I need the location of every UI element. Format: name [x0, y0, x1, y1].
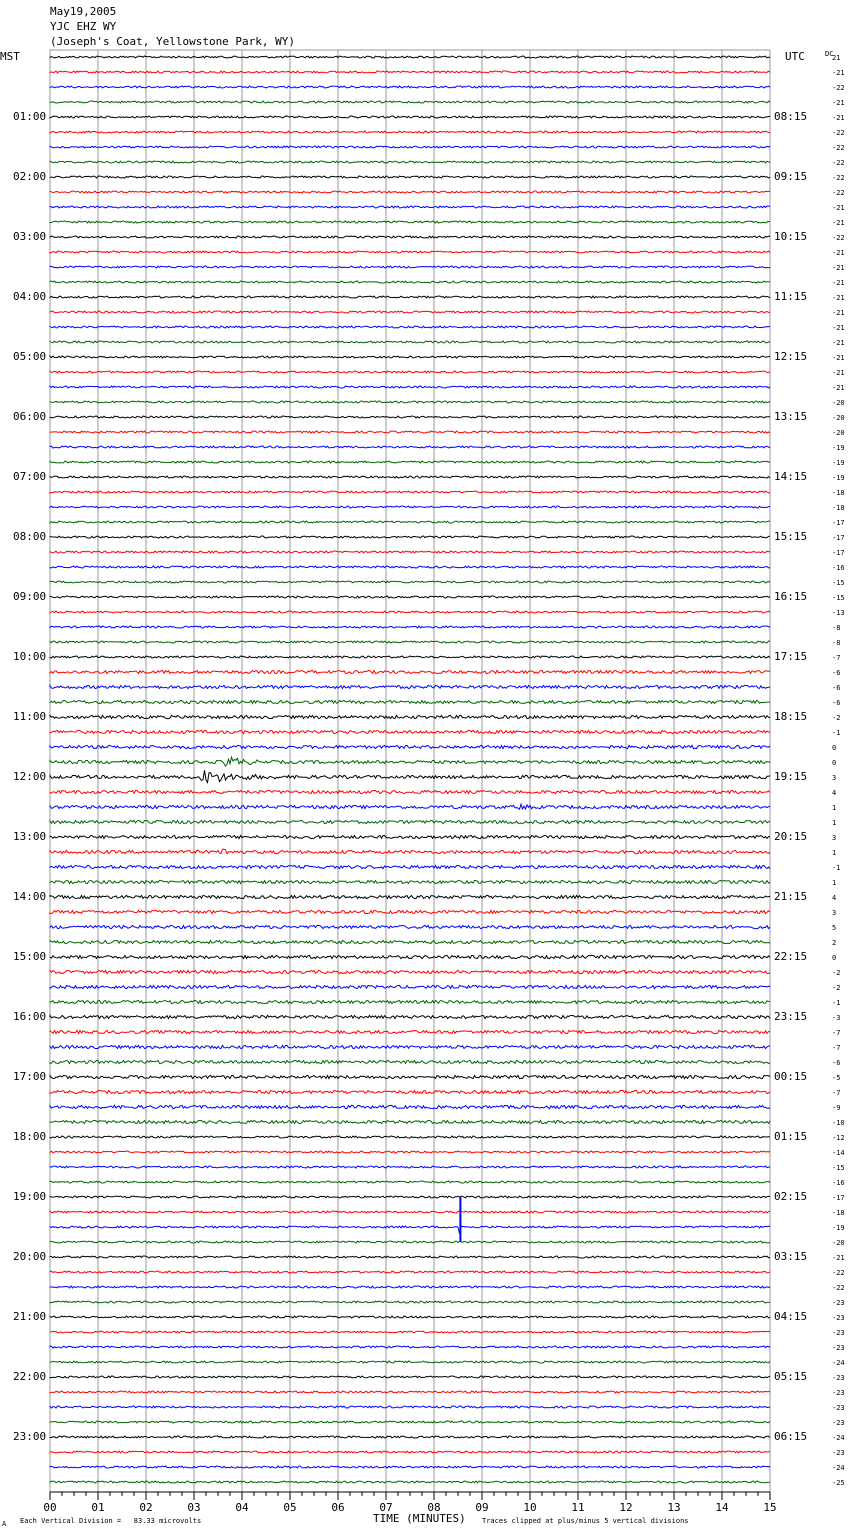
x-tick-label: 06	[331, 1501, 345, 1514]
utc-hour-label: 02:15	[774, 1190, 808, 1203]
trace-line	[50, 955, 770, 958]
trace-line	[50, 611, 770, 613]
trace-line	[50, 521, 770, 523]
x-tick-label: 10	[523, 1501, 537, 1514]
mst-hour-label: 04:00	[13, 290, 47, 303]
trace-line	[50, 626, 770, 628]
mst-label: MST	[0, 50, 20, 63]
dc-offset-label: -7	[832, 1089, 841, 1097]
trace-line	[50, 656, 770, 658]
dc-offset-label: -17	[832, 534, 845, 542]
utc-hour-label: 06:15	[774, 1430, 808, 1443]
trace-line	[50, 401, 770, 403]
utc-hour-label: 16:15	[774, 590, 808, 603]
trace-line	[50, 804, 770, 809]
mst-hour-label: 10:00	[13, 650, 47, 663]
dc-offset-label: -21	[832, 204, 845, 212]
dc-offset-label: -17	[832, 1194, 845, 1202]
dc-offset-label: -21	[832, 99, 845, 107]
trace-line	[50, 236, 770, 238]
trace-line	[50, 491, 770, 493]
mst-hour-label: 16:00	[13, 1010, 47, 1023]
dc-offset-label: -23	[832, 1299, 845, 1307]
trace-line	[50, 221, 770, 223]
dc-offset-label: -21	[832, 249, 845, 257]
mst-hour-label: 11:00	[13, 710, 47, 723]
mst-hour-label: 15:00	[13, 950, 47, 963]
dc-offset-label: -6	[832, 684, 841, 692]
dc-offset-label: -9	[832, 1104, 841, 1112]
dc-offset-label: -22	[832, 189, 845, 197]
utc-hour-label: 05:15	[774, 1370, 808, 1383]
utc-hour-label: 21:15	[774, 890, 808, 903]
trace-line	[50, 910, 770, 913]
dc-offset-label: -23	[832, 1419, 845, 1427]
mst-hour-label: 19:00	[13, 1190, 47, 1203]
trace-line	[50, 446, 770, 448]
trace-line	[50, 131, 770, 133]
dc-offset-label: 0	[832, 954, 837, 962]
trace-line	[50, 296, 770, 298]
dc-offset-label: -21	[832, 294, 845, 302]
trace-line	[50, 940, 770, 943]
dc-offset-label: -23	[832, 1374, 845, 1382]
dc-offset-label: -22	[832, 1269, 845, 1277]
trace-line	[50, 191, 770, 193]
scale-note: Each Vertical Division = 83.33 microvolts	[20, 1517, 202, 1525]
trace-line	[50, 206, 770, 208]
dc-offset-label: -21	[832, 384, 845, 392]
utc-hour-label: 12:15	[774, 350, 808, 363]
trace-line	[50, 1286, 770, 1288]
trace-line	[50, 581, 770, 583]
dc-offset-label: -22	[832, 159, 845, 167]
dc-offset-label: -22	[832, 174, 845, 182]
trace-line	[50, 281, 770, 283]
mst-hour-label: 13:00	[13, 830, 47, 843]
trace-line	[50, 1030, 770, 1033]
utc-hour-label: 17:15	[774, 650, 808, 663]
trace-line	[50, 790, 770, 793]
dc-offset-label: 5	[832, 924, 837, 932]
dc-offset-label: -20	[832, 1239, 845, 1247]
trace-line	[50, 251, 770, 253]
trace-line	[50, 1301, 770, 1303]
utc-hour-label: 18:15	[774, 710, 808, 723]
dc-offset-label: -22	[832, 84, 845, 92]
dc-offset-label: -8	[832, 639, 841, 647]
dc-offset-label: -24	[832, 1464, 845, 1472]
trace-line	[50, 880, 770, 883]
trace-line	[50, 1120, 770, 1123]
dc-offset-label: 21	[832, 54, 841, 62]
trace-line	[50, 1316, 770, 1318]
x-tick-label: 01	[91, 1501, 105, 1514]
x-tick-label: 09	[475, 1501, 489, 1514]
trace-line	[50, 849, 770, 854]
trace-line	[50, 1376, 770, 1378]
mst-hour-label: 21:00	[13, 1310, 47, 1323]
dc-offset-label: -10	[832, 1119, 845, 1127]
dc-offset-label: 0	[832, 744, 837, 752]
clip-note: Traces clipped at plus/minus 5 vertical divisions	[482, 1517, 689, 1525]
dc-offset-label: -19	[832, 444, 845, 452]
trace-line	[50, 1361, 770, 1363]
trace-line	[50, 266, 770, 268]
dc-offset-label: -2	[832, 984, 841, 992]
dc-offset-label: -22	[832, 144, 845, 152]
trace-line	[50, 1481, 770, 1483]
dc-offset-label: -23	[832, 1314, 845, 1322]
trace-line	[50, 700, 770, 703]
x-tick-label: 15	[763, 1501, 777, 1514]
mst-hour-label: 23:00	[13, 1430, 47, 1443]
dc-offset-label: -19	[832, 1224, 845, 1232]
mst-hour-label: 05:00	[13, 350, 47, 363]
dc-offset-label: -21	[832, 264, 845, 272]
dc-offset-label: 4	[832, 894, 837, 902]
trace-line	[50, 1000, 770, 1003]
x-tick-label: 12	[619, 1501, 633, 1514]
dc-offset-label: -1	[832, 729, 841, 737]
mst-hour-label: 14:00	[13, 890, 47, 903]
dc-offset-label: -21	[832, 324, 845, 332]
utc-hour-label: 19:15	[774, 770, 808, 783]
dc-offset-label: -6	[832, 699, 841, 707]
mst-hour-label: 17:00	[13, 1070, 47, 1083]
trace-line	[50, 925, 770, 928]
trace-line	[50, 1181, 770, 1183]
trace-line	[50, 1331, 770, 1333]
trace-group	[50, 56, 770, 1483]
dc-offset-label: -23	[832, 1329, 845, 1337]
dc-offset-label: -18	[832, 1209, 845, 1217]
dc-offset-label: -3	[832, 1014, 841, 1022]
dc-offset-label: 1	[832, 804, 837, 812]
trace-line	[50, 341, 770, 343]
trace-line	[50, 1211, 770, 1213]
dc-offset-label: -23	[832, 1449, 845, 1457]
station-location: (Joseph's Coat, Yellowstone Park, WY)	[50, 35, 296, 48]
dc-offset-label: 3	[832, 774, 837, 782]
trace-line	[50, 641, 770, 643]
trace-line	[50, 1451, 770, 1453]
mst-hour-label: 18:00	[13, 1130, 47, 1143]
utc-hour-label: 00:15	[774, 1070, 808, 1083]
dc-offset-label: -14	[832, 1149, 845, 1157]
trace-line	[50, 1406, 770, 1408]
trace-line	[50, 1090, 770, 1093]
trace-line	[50, 476, 770, 478]
utc-hour-label: 11:15	[774, 290, 808, 303]
trace-line	[50, 566, 770, 568]
dc-label: DC	[825, 50, 834, 58]
dc-offset-label: -20	[832, 414, 845, 422]
dc-offset-label: -21	[832, 1254, 845, 1262]
trace-line	[50, 1015, 770, 1018]
dc-offset-label: -20	[832, 429, 845, 437]
dc-offset-label: -22	[832, 129, 845, 137]
trace-line	[50, 146, 770, 148]
trace-line	[50, 1151, 770, 1153]
dc-offset-label: -8	[832, 624, 841, 632]
mst-hour-label: 08:00	[13, 530, 47, 543]
trace-line	[50, 970, 770, 973]
dc-offset-label: -21	[832, 219, 845, 227]
record-date: May19,2005	[50, 5, 117, 18]
trace-line	[50, 685, 770, 688]
trace-line	[50, 506, 770, 508]
dc-offset-label: -16	[832, 1179, 845, 1187]
trace-line	[50, 820, 770, 823]
mst-hour-label: 20:00	[13, 1250, 47, 1263]
dc-offset-label: -2	[832, 969, 841, 977]
mst-hour-label: 01:00	[13, 110, 47, 123]
trace-line	[50, 670, 770, 673]
dc-offset-label: -25	[832, 1479, 845, 1487]
dc-offset-label: -21	[832, 354, 845, 362]
utc-hour-label: 20:15	[774, 830, 808, 843]
dc-offset-label: 0	[832, 759, 837, 767]
dc-offset-label: -21	[832, 309, 845, 317]
utc-label: UTC	[785, 50, 805, 63]
trace-line	[50, 536, 770, 538]
dc-offset-label: -15	[832, 1164, 845, 1172]
trace-line	[50, 985, 770, 988]
utc-hour-label: 03:15	[774, 1250, 808, 1263]
dc-offset-label: -6	[832, 669, 841, 677]
utc-hour-label: 14:15	[774, 470, 808, 483]
trace-line	[50, 56, 770, 58]
dc-offset-label: -22	[832, 1284, 845, 1292]
x-tick-label: 03	[187, 1501, 201, 1514]
trace-line	[50, 356, 770, 358]
trace-line	[50, 1346, 770, 1348]
dc-offset-label: 3	[832, 909, 837, 917]
trace-line	[50, 1166, 770, 1168]
trace-line	[50, 835, 770, 838]
dc-offset-label: -19	[832, 474, 845, 482]
trace-line	[50, 416, 770, 418]
utc-hour-label: 09:15	[774, 170, 808, 183]
dc-offset-label: -21	[832, 279, 845, 287]
x-tick-label: 05	[283, 1501, 297, 1514]
trace-line	[50, 86, 770, 88]
trace-line	[50, 116, 770, 118]
utc-hour-label: 13:15	[774, 410, 808, 423]
trace-line	[50, 1391, 770, 1393]
dc-offset-label: -18	[832, 504, 845, 512]
trace-line	[50, 1060, 770, 1063]
x-tick-label: 00	[43, 1501, 57, 1514]
dc-offset-label: -23	[832, 1389, 845, 1397]
trace-line	[50, 1226, 770, 1234]
dc-offset-label: -20	[832, 399, 845, 407]
trace-line	[50, 311, 770, 313]
trace-line	[50, 176, 770, 178]
dc-offset-label: 4	[832, 789, 837, 797]
trace-line	[50, 1421, 770, 1423]
trace-line	[50, 101, 770, 103]
x-tick-label: 04	[235, 1501, 249, 1514]
dc-offset-label: -17	[832, 549, 845, 557]
mst-hour-label: 06:00	[13, 410, 47, 423]
dc-offset-label: -24	[832, 1434, 845, 1442]
dc-offset-label: -18	[832, 489, 845, 497]
dc-offset-label: 1	[832, 819, 837, 827]
trace-line	[50, 1136, 770, 1138]
trace-line	[50, 326, 770, 328]
footer-marker: A	[2, 1520, 7, 1528]
trace-line	[50, 596, 770, 598]
dc-offset-label: -24	[832, 1359, 845, 1367]
dc-offset-label: -21	[832, 69, 845, 77]
trace-line	[50, 461, 770, 463]
trace-line	[50, 1256, 770, 1258]
dc-offset-label: -21	[832, 114, 845, 122]
dc-offset-label: 3	[832, 834, 837, 842]
utc-hour-label: 10:15	[774, 230, 808, 243]
dc-offset-label: -19	[832, 459, 845, 467]
dc-offset-label: -12	[832, 1134, 845, 1142]
station-code: YJC EHZ WY	[50, 20, 117, 33]
dc-offset-label: -7	[832, 1044, 841, 1052]
trace-line	[50, 730, 770, 733]
utc-hour-label: 04:15	[774, 1310, 808, 1323]
trace-line	[50, 1466, 770, 1468]
trace-line	[50, 1105, 770, 1108]
trace-line	[50, 1436, 770, 1438]
dc-offset-label: -1	[832, 864, 841, 872]
mst-hour-label: 02:00	[13, 170, 47, 183]
dc-offset-label: 1	[832, 879, 837, 887]
dc-offset-label: -17	[832, 519, 845, 527]
dc-offset-label: -15	[832, 579, 845, 587]
utc-hour-label: 22:15	[774, 950, 808, 963]
mst-hour-label: 12:00	[13, 770, 47, 783]
dc-offset-label: -21	[832, 369, 845, 377]
trace-line	[50, 1196, 770, 1198]
trace-line	[50, 1271, 770, 1273]
x-tick-label: 14	[715, 1501, 729, 1514]
dc-offset-label: 1	[832, 849, 837, 857]
mst-hour-label: 03:00	[13, 230, 47, 243]
dc-offset-label: -22	[832, 234, 845, 242]
dc-offset-label: -23	[832, 1404, 845, 1412]
trace-line	[50, 161, 770, 163]
dc-offset-label: -7	[832, 654, 841, 662]
utc-hour-label: 01:15	[774, 1130, 808, 1143]
dc-offset-label: -5	[832, 1074, 841, 1082]
x-axis	[43, 1492, 776, 1514]
utc-hour-label: 08:15	[774, 110, 808, 123]
dc-offset-label: -21	[832, 339, 845, 347]
trace-line	[50, 1241, 770, 1243]
dc-offset-label: -7	[832, 1029, 841, 1037]
dc-offset-label: -2	[832, 714, 841, 722]
trace-line	[50, 551, 770, 553]
x-tick-label: 11	[571, 1501, 585, 1514]
mst-hour-label: 22:00	[13, 1370, 47, 1383]
utc-hour-label: 15:15	[774, 530, 808, 543]
trace-line	[50, 745, 770, 748]
dc-offset-label: -23	[832, 1344, 845, 1352]
mst-hour-label: 09:00	[13, 590, 47, 603]
dc-offset-label: -16	[832, 564, 845, 572]
trace-line	[50, 715, 770, 718]
x-tick-label: 07	[379, 1501, 393, 1514]
dc-offset-label: -13	[832, 609, 845, 617]
trace-line	[50, 1075, 770, 1078]
dc-offset-label: -1	[832, 999, 841, 1007]
mst-hour-label: 07:00	[13, 470, 47, 483]
x-axis-label: TIME (MINUTES)	[373, 1512, 466, 1525]
x-tick-label: 13	[667, 1501, 681, 1514]
trace-line	[50, 71, 770, 73]
trace-line	[50, 895, 770, 898]
trace-line	[50, 770, 770, 782]
trace-line	[50, 865, 770, 868]
dc-offset-label: 2	[832, 939, 837, 947]
dc-offset-label: -6	[832, 1059, 841, 1067]
trace-line	[50, 431, 770, 433]
trace-line	[50, 386, 770, 388]
dc-offset-label: -15	[832, 594, 845, 602]
trace-line	[50, 1045, 770, 1048]
utc-hour-label: 23:15	[774, 1010, 808, 1023]
x-tick-label: 08	[427, 1501, 441, 1514]
trace-line	[50, 371, 770, 373]
trace-line	[50, 757, 770, 766]
x-tick-label: 02	[139, 1501, 153, 1514]
